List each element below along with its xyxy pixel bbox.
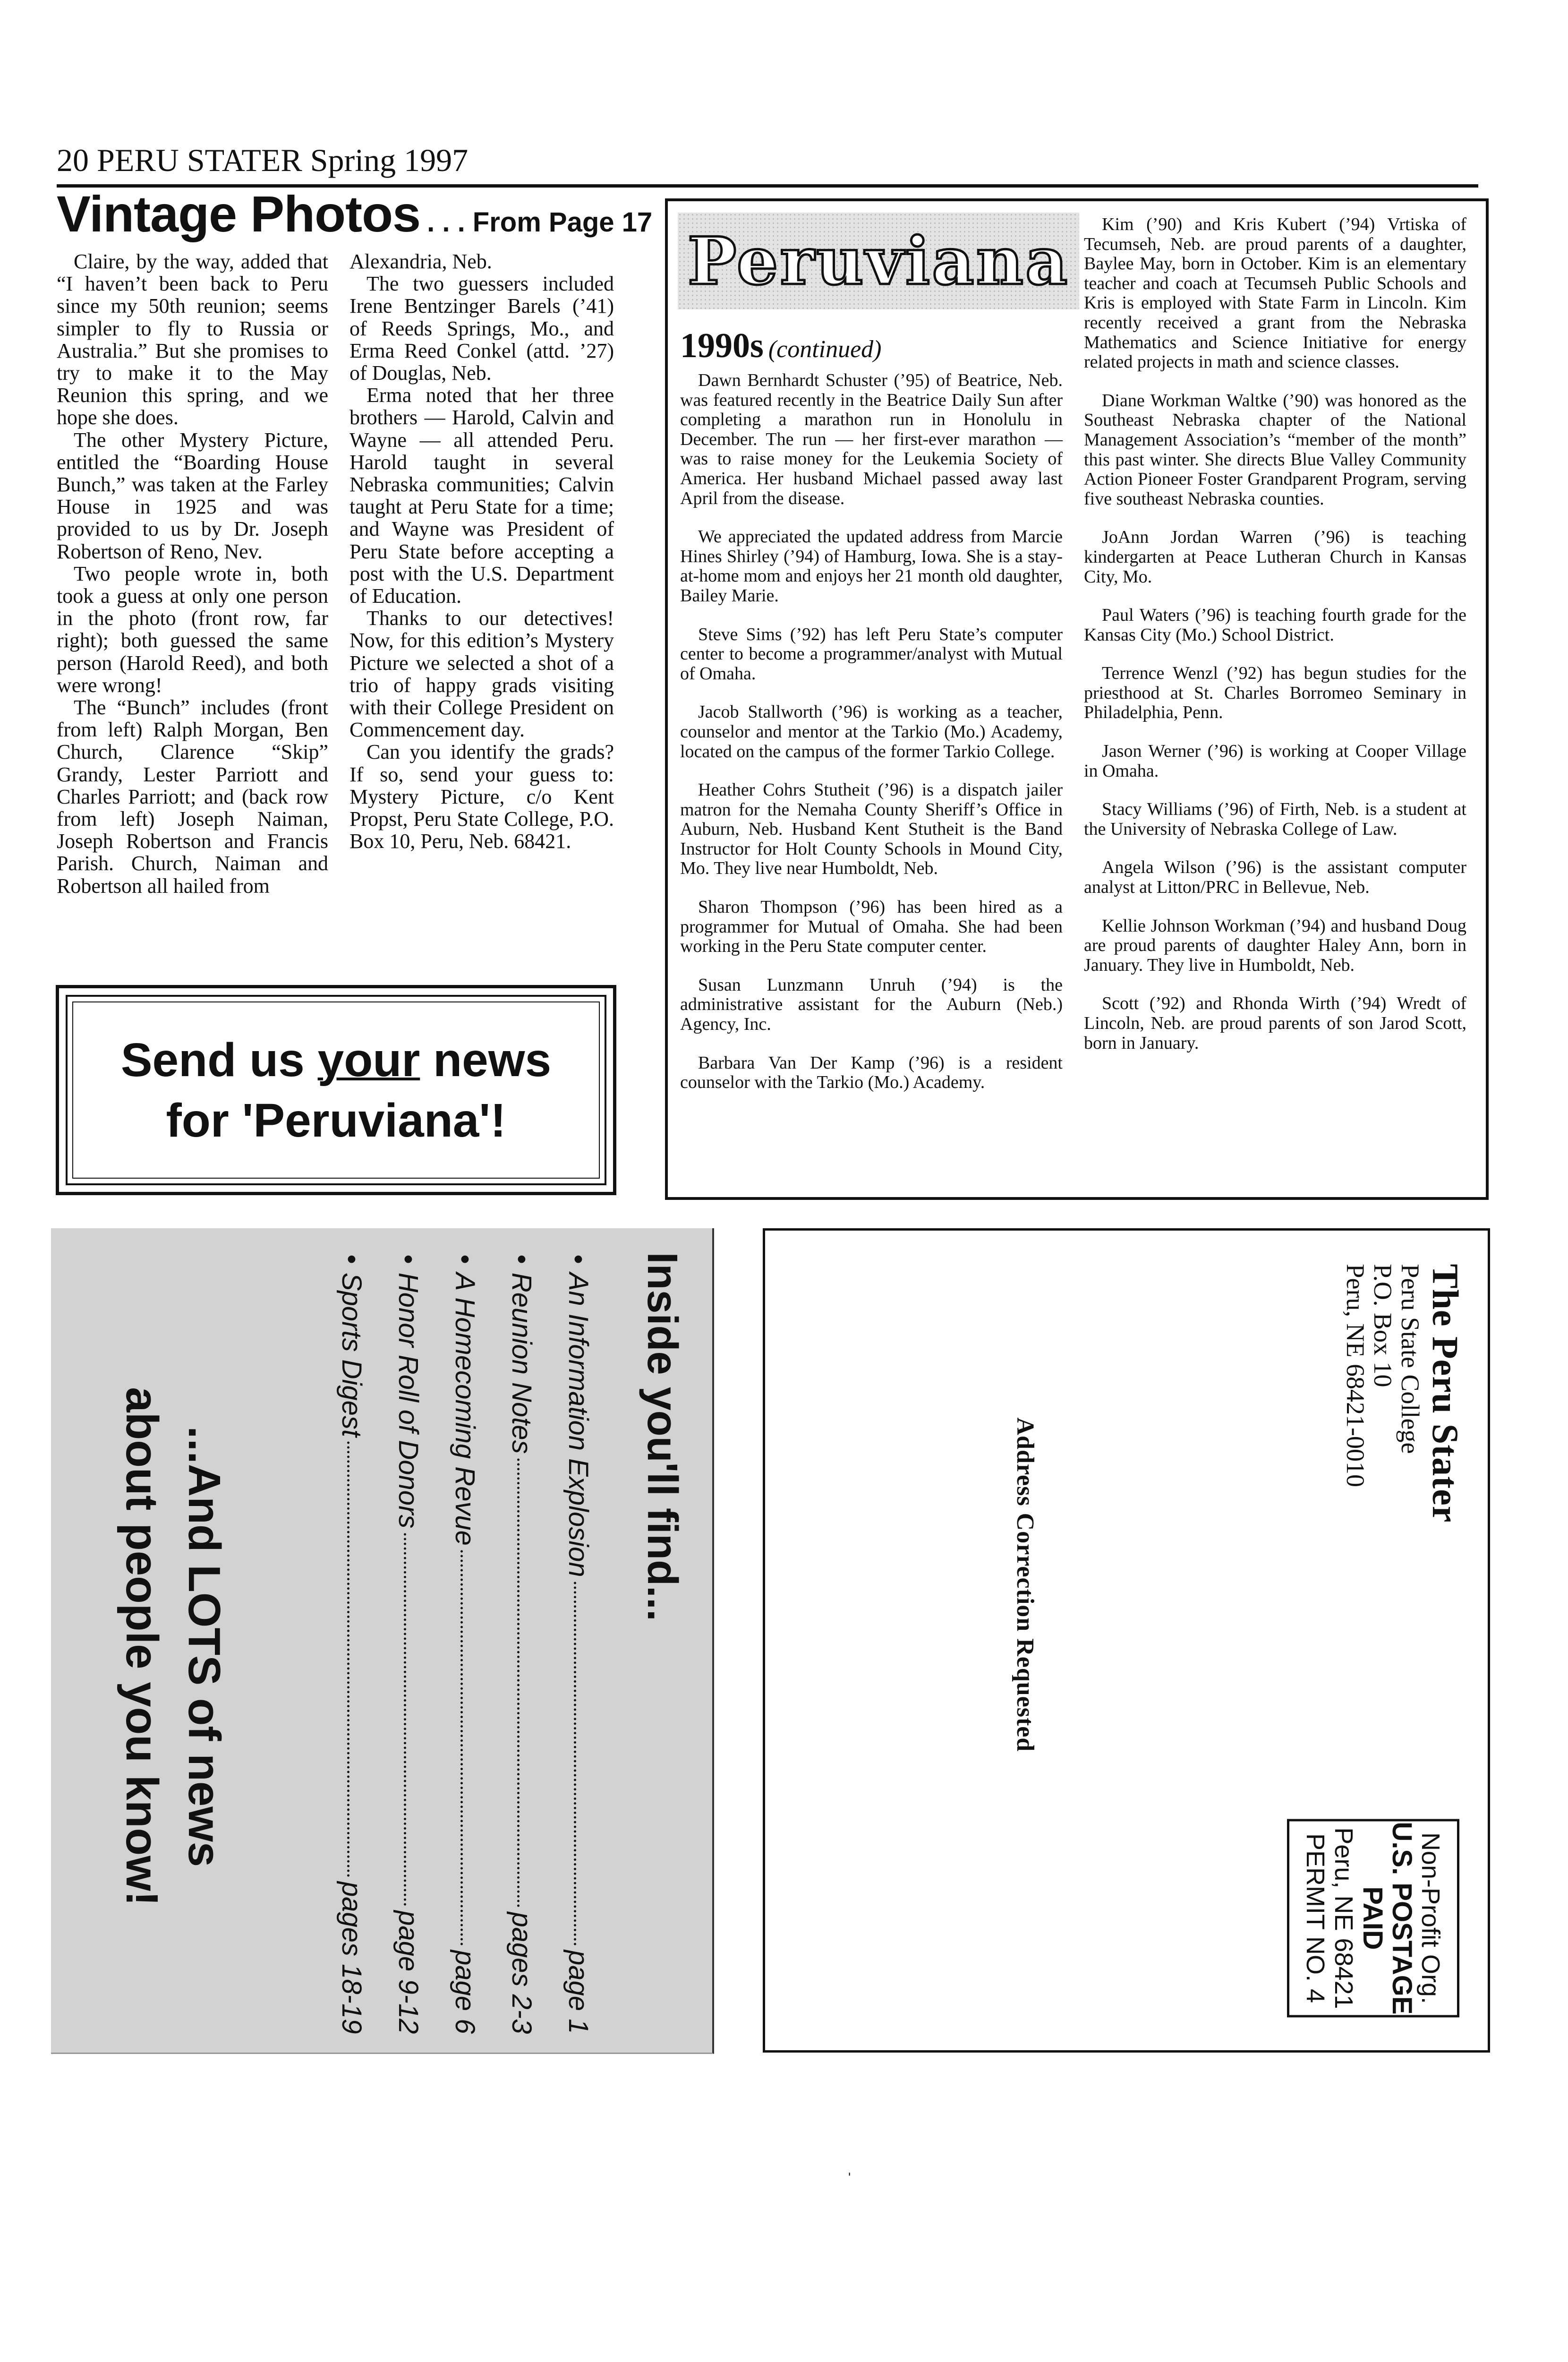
alumni-note: Scott (’92) and Rhonda Wirth (’94) Wredt of Lincoln, Neb. are proud parents of son Jarod Scott, born in January. xyxy=(1084,993,1466,1053)
alumni-note: Barbara Van Der Kamp (’96) is a resident counselor with the Tarkio (Mo.) Academy. xyxy=(680,1053,1063,1093)
alumni-note: Heather Cohrs Stutheit (’96) is a dispatch jailer matron for the Nemaha County Sheriff’s Office in Auburn, Neb. Husband Kent Stutheit is the Band Instructor for Holt County Schools in Mound City, Mo. They live near Humboldt, Neb. xyxy=(680,780,1063,879)
alumni-note: Jason Werner (’96) is working at Cooper Village in Omaha. xyxy=(1084,741,1466,781)
peruviana-column-1 xyxy=(680,371,1063,1112)
send-news-line-2: for 'Peruviana'! xyxy=(166,1094,506,1147)
decade-year: 1990s xyxy=(680,326,764,365)
alumni-note: Diane Workman Waltke (’90) was honored as the Southeast Nebraska chapter of the National Management Association’s “member of the month” this past winter. She directs Blue Valley Community Action Pioneer Foster Grandparent Program, serving five southeast Nebraska counties. xyxy=(1084,390,1466,509)
decade-note: (continued) xyxy=(768,336,882,363)
vintage-paragraph: The “Bunch” includes (front from left) Ralph Morgan, Ben Church, Clarence “Skip” Grandy, Lester Parriott and Charles Parriott; and (back row from left) Joseph Naiman, Joseph Robertson and Francis Parish. Church, Naiman and Robertson all hailed from xyxy=(57,696,328,898)
bullet: • xyxy=(563,1254,594,1264)
alumni-note: Sharon Thompson (’96) has been hired as a programmer for Mutual of Omaha. She had been working in the Peru State computer center. xyxy=(680,897,1063,957)
alumni-note: Steve Sims (’92) has left Peru State’s computer center to become a programmer/analyst with Mutual of Omaha. xyxy=(680,624,1063,684)
mailing-panel-rotated xyxy=(763,1228,1490,2053)
vintage-column-2 xyxy=(349,250,614,852)
contents-item-label: Sports Digest xyxy=(336,1272,367,1437)
send-news-post: news xyxy=(420,1033,552,1087)
indicia-line: U.S. POSTAGE xyxy=(1387,1821,1418,2015)
send-news-box xyxy=(56,985,616,1195)
alumni-note: Kellie Johnson Workman (’94) and husband Doug are proud parents of daughter Haley Ann, born in January. They live in Humboldt, Neb. xyxy=(1084,916,1466,975)
bullet: • xyxy=(336,1254,367,1264)
indicia-line: Peru, NE 68421 xyxy=(1329,1827,1358,2009)
send-news-underlined: your xyxy=(317,1033,420,1087)
send-news-frame xyxy=(66,995,606,1185)
inside-contents-panel xyxy=(51,1228,714,2054)
peruviana-column-2 xyxy=(1084,215,1466,1072)
contents-item-page: page 1 xyxy=(563,1950,594,2034)
vintage-paragraph: Thanks to our detectives! Now, for this edition’s Mystery Picture we selected a shot of a trio of happy grads visiting with their College President on Commencement day. xyxy=(349,607,614,742)
running-header: 20 PERU STATER Spring 1997 xyxy=(57,142,469,178)
contents-item xyxy=(330,1254,367,2034)
alumni-note: Susan Lunzmann Unruh (’94) is the administrative assistant for the Auburn (Neb.) Agency, Inc. xyxy=(680,975,1063,1035)
contents-item xyxy=(500,1254,537,2034)
address-correction-notice: Address Correction Requested xyxy=(1012,1417,1039,1752)
inside-footer xyxy=(111,1304,235,1989)
mailing-panel xyxy=(763,1228,1490,2053)
leader-dots xyxy=(574,1582,576,1945)
send-news-line-1 xyxy=(121,1030,551,1090)
contents-item-label: An Information Explosion xyxy=(563,1272,594,1577)
contents-item-label: Reunion Notes xyxy=(506,1272,537,1454)
postage-indicia xyxy=(1287,1819,1459,2017)
inside-footer-line-1: ...And LOTS of news xyxy=(179,1426,230,1867)
alumni-note: Kim (’90) and Kris Kubert (’94) Vrtiska of Tecumseh, Neb. are proud parents of a daughter, Baylee May, born in October. Kim is an elementary teacher and coach at Tecumseh Public Schools and Kris is employed with State Farm in Lincoln. Kim recently received a grant from the Nebraska Mathematics and Science Initiative for energy related projects in math and science classes. xyxy=(1084,214,1466,372)
return-address-line: P.O. Box 10 xyxy=(1369,1264,1397,1387)
return-address xyxy=(1342,1264,1466,1523)
contents-item-label: Honor Roll of Donors xyxy=(393,1272,424,1528)
leader-dots xyxy=(347,1441,349,1876)
vintage-column-1 xyxy=(57,250,328,897)
contents-item xyxy=(443,1254,481,2034)
contents-item-page: pages 2-3 xyxy=(506,1912,537,2034)
contents-item-page: pages 18-19 xyxy=(336,1881,367,2034)
leader-dots xyxy=(404,1533,406,1906)
leader-dots xyxy=(517,1458,520,1907)
vintage-photos-title xyxy=(57,184,652,243)
return-address-line: Peru State College xyxy=(1396,1264,1424,1454)
return-address-line: Peru, NE 68421-0010 xyxy=(1341,1264,1370,1487)
vintage-title-suffix: . . . From Page 17 xyxy=(427,207,653,238)
alumni-note: Paul Waters (’96) is teaching fourth grade for the Kansas City (Mo.) School District. xyxy=(1084,605,1466,645)
decade-heading xyxy=(680,326,882,366)
bullet: • xyxy=(393,1254,424,1264)
alumni-note: JoAnn Jordan Warren (’96) is teaching kindergarten at Peace Lutheran Church in Kansas City, Mo. xyxy=(1084,527,1466,587)
peruviana-title: Peruviana xyxy=(687,223,1070,300)
contents-item-page: page 9-12 xyxy=(393,1910,424,2034)
vintage-paragraph: The two guessers included Irene Bentzinger Barels (’41) of Reeds Springs, Mo., and Erma Reed Conkel (attd. ’27) of Douglas, Neb. xyxy=(349,272,614,385)
contents-item-label: A Homecoming Revue xyxy=(450,1272,480,1546)
alumni-note: Stacy Williams (’96) of Firth, Neb. is a student at the University of Nebraska College of Law. xyxy=(1084,799,1466,839)
vintage-paragraph: Two people wrote in, both took a guess at only one person in the photo (front row, far right); both guessed the same person (Harold Reed), and both were wrong! xyxy=(57,562,328,697)
alumni-note: Jacob Stallworth (’96) is working as a teacher, counselor and mentor at the Tarkio (Mo.) Academy, located on the campus of the former Tarkio College. xyxy=(680,702,1063,762)
inside-contents-rotated xyxy=(51,1228,712,2053)
leader-dots xyxy=(460,1550,463,1945)
indicia-line: PERMIT NO. 4 xyxy=(1301,1833,1330,2003)
send-news-frame-inner xyxy=(72,1001,600,1179)
return-address-name: The Peru Stater xyxy=(1425,1264,1466,1523)
contents-item xyxy=(386,1254,424,2034)
peruviana-banner xyxy=(678,213,1079,309)
vintage-paragraph: Can you identify the grads? If so, send your guess to: Mystery Picture, c/o Kent Propst, Peru State College, P.O. Box 10, Peru, Neb. 68421. xyxy=(349,740,614,853)
alumni-note: Angela Wilson (’96) is the assistant computer analyst at Litton/PRC in Bellevue, Neb. xyxy=(1084,857,1466,898)
alumni-note: Terrence Wenzl (’92) has begun studies for the priesthood at St. Charles Borromeo Seminary in Philadelphia, Penn. xyxy=(1084,663,1466,723)
send-news-pre: Send us xyxy=(120,1033,318,1087)
indicia-line: PAID xyxy=(1357,1886,1389,1950)
vintage-paragraph: Alexandria, Neb. xyxy=(349,250,492,273)
stray-mark: ˌ xyxy=(846,2155,853,2176)
vintage-paragraph: Claire, by the way, added that “I haven’t been back to Peru since my 50th reunion; seems simpler to fly to Russia or Australia.” But she promises to try to make it to the May Reunion this spring, and we hope she does. xyxy=(57,250,328,429)
alumni-note: We appreciated the updated address from Marcie Hines Shirley (’94) of Hamburg, Iowa. She is a stay-at-home mom and enjoys her 21 month old daughter, Bailey Marie. xyxy=(680,527,1063,606)
inside-footer-line-2: about people you know! xyxy=(117,1386,167,1906)
indicia-line: Non-Profit Org. xyxy=(1416,1832,1445,2004)
inside-title: Inside you'll find... xyxy=(639,1252,686,1621)
contents-item-page: page 6 xyxy=(450,1950,480,2034)
vintage-paragraph: Erma noted that her three brothers — Harold, Calvin and Wayne — all attended Peru. Harold taught in several Nebraska communities; Calvin taught at Peru State for a time; and Wayne was President of Peru State before accepting a post with the U.S. Department of Education. xyxy=(349,384,614,608)
vintage-title-text: Vintage Photos xyxy=(57,185,421,242)
alumni-note: Dawn Bernhardt Schuster (’95) of Beatrice, Neb. was featured recently in the Beatrice Daily Sun after completing a marathon run in Honolulu in December. The run — her first-ever marathon — was to raise money for the Leukemia Society of America. Her husband Michael passed away last April from the disease. xyxy=(680,370,1063,508)
vintage-paragraph: The other Mystery Picture, entitled the “Boarding House Bunch,” was taken at the Farley House in 1925 and was provided to us by Dr. Joseph Robertson of Reno, Nev. xyxy=(57,428,328,563)
bullet: • xyxy=(506,1254,537,1264)
contents-item xyxy=(556,1254,594,2034)
bullet: • xyxy=(450,1254,480,1264)
